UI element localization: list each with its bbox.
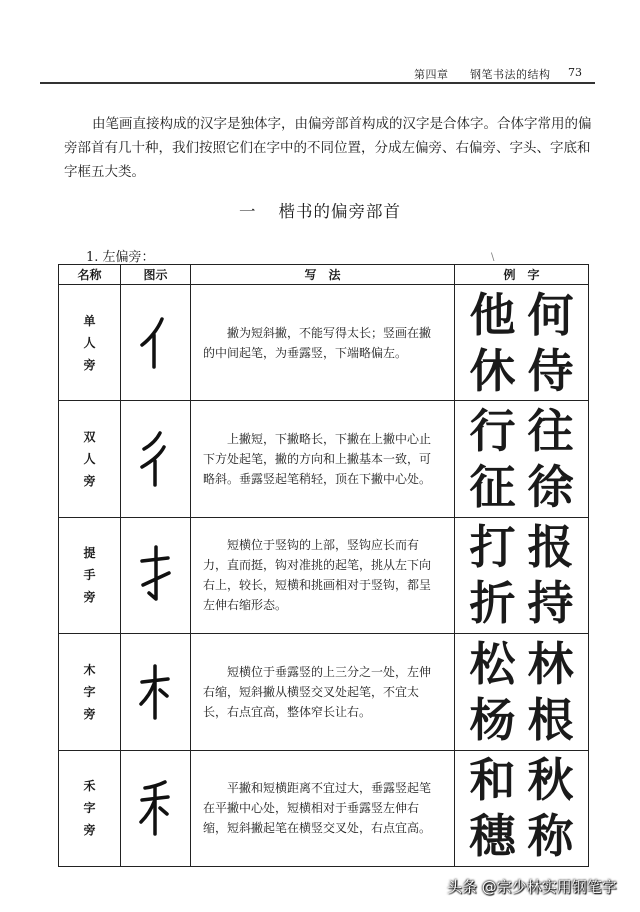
example-char: 折 xyxy=(469,576,516,631)
page-number: 73 xyxy=(568,66,582,79)
radical-name: 禾 字 旁 xyxy=(59,750,121,866)
section-title: 钢笔书法的结构 xyxy=(470,68,551,81)
header-examples: 例 字 xyxy=(455,265,589,285)
example-char: 持 xyxy=(527,576,574,631)
radical-name: 提 手 旁 xyxy=(59,517,121,633)
radical-description: 撇为短斜撇，不能写得太长；竖画在撇的中间起笔，为垂露竖，下端略偏左。 xyxy=(191,285,455,401)
radical-figure xyxy=(121,401,191,517)
watermark: 头条 @宗少林实用钢笔字 xyxy=(447,878,617,896)
example-characters xyxy=(455,401,589,517)
single-person-radical-icon xyxy=(136,311,176,375)
section-heading xyxy=(0,198,640,222)
radical-figure xyxy=(121,517,191,633)
example-char: 穗 xyxy=(469,809,516,864)
table-row xyxy=(59,634,589,750)
radical-description: 短横位于竖钩的上部，竖钩应长而有力，直而挺，钩对准挑的起笔，挑从左下向右上，较长，短横和挑画相对于竖钩，都呈左伸右缩形态。 xyxy=(191,517,455,633)
example-char: 秋 xyxy=(527,753,574,808)
double-person-radical-icon xyxy=(136,427,176,491)
radical-figure xyxy=(121,750,191,866)
table-row xyxy=(59,401,589,517)
example-char: 松 xyxy=(469,636,516,691)
table-header-row xyxy=(59,265,589,285)
example-char: 杨 xyxy=(469,692,516,747)
example-char: 称 xyxy=(527,809,574,864)
example-characters xyxy=(455,285,589,401)
subheading: 1. 左偏旁： xyxy=(86,250,155,265)
example-char: 打 xyxy=(469,520,516,575)
example-char: 报 xyxy=(527,520,574,575)
header-name: 名称 xyxy=(59,265,121,285)
example-char: 他 xyxy=(469,287,516,342)
radical-figure xyxy=(121,634,191,750)
intro-paragraph: 由笔画直接构成的汉字是独体字，由偏旁部首构成的汉字是合体字。合体字常用的偏旁部首有几十种，我们按照它们在字中的不同位置，分成左偏旁、右偏旁、字头、字底和字框五大类。 xyxy=(64,116,592,180)
hand-radical-icon xyxy=(136,543,176,607)
stray-mark: \ xyxy=(491,252,495,263)
example-char: 和 xyxy=(469,753,516,808)
example-char: 根 xyxy=(527,692,574,747)
chapter-label: 第四章 xyxy=(414,68,449,81)
example-characters xyxy=(455,634,589,750)
grain-radical-icon xyxy=(136,776,176,840)
example-char: 侍 xyxy=(527,343,574,398)
table-row xyxy=(59,750,589,866)
radical-name: 双 人 旁 xyxy=(59,401,121,517)
running-head xyxy=(0,58,640,80)
table-row xyxy=(59,517,589,633)
radical-description: 短横位于垂露竖的上三分之一处，左伸右缩，短斜撇从横竖交叉处起笔，不宜太长，右点宜高，整体窄长让右。 xyxy=(191,634,455,750)
example-characters xyxy=(455,517,589,633)
section-number: 一 xyxy=(239,202,257,221)
radical-name: 单 人 旁 xyxy=(59,285,121,401)
example-char: 休 xyxy=(469,343,516,398)
radical-name: 木 字 旁 xyxy=(59,634,121,750)
radical-description: 平撇和短横距离不宜过大，垂露竖起笔在平撇中心处，短横相对于垂露竖左伸右缩，短斜撇起笔在横竖交叉处，右点宜高。 xyxy=(191,750,455,866)
header-rule xyxy=(40,82,595,84)
radical-description: 上撇短，下撇略长，下撇在上撇中心止下方处起笔，撇的方向和上撇基本一致，可略斜。垂露竖起笔稍轻，顶在下撇中心处。 xyxy=(191,401,455,517)
header-figure: 图示 xyxy=(121,265,191,285)
radicals-table xyxy=(58,264,589,867)
table-row xyxy=(59,285,589,401)
wood-radical-icon xyxy=(136,660,176,724)
radical-figure xyxy=(121,285,191,401)
example-char: 征 xyxy=(469,460,516,515)
example-char: 往 xyxy=(527,404,574,459)
example-char: 徐 xyxy=(527,460,574,515)
example-char: 行 xyxy=(469,404,516,459)
section-title-text: 楷书的偏旁部首 xyxy=(278,202,401,221)
example-char: 林 xyxy=(527,636,574,691)
header-method: 写 法 xyxy=(191,265,455,285)
example-characters xyxy=(455,750,589,866)
example-char: 何 xyxy=(527,287,574,342)
